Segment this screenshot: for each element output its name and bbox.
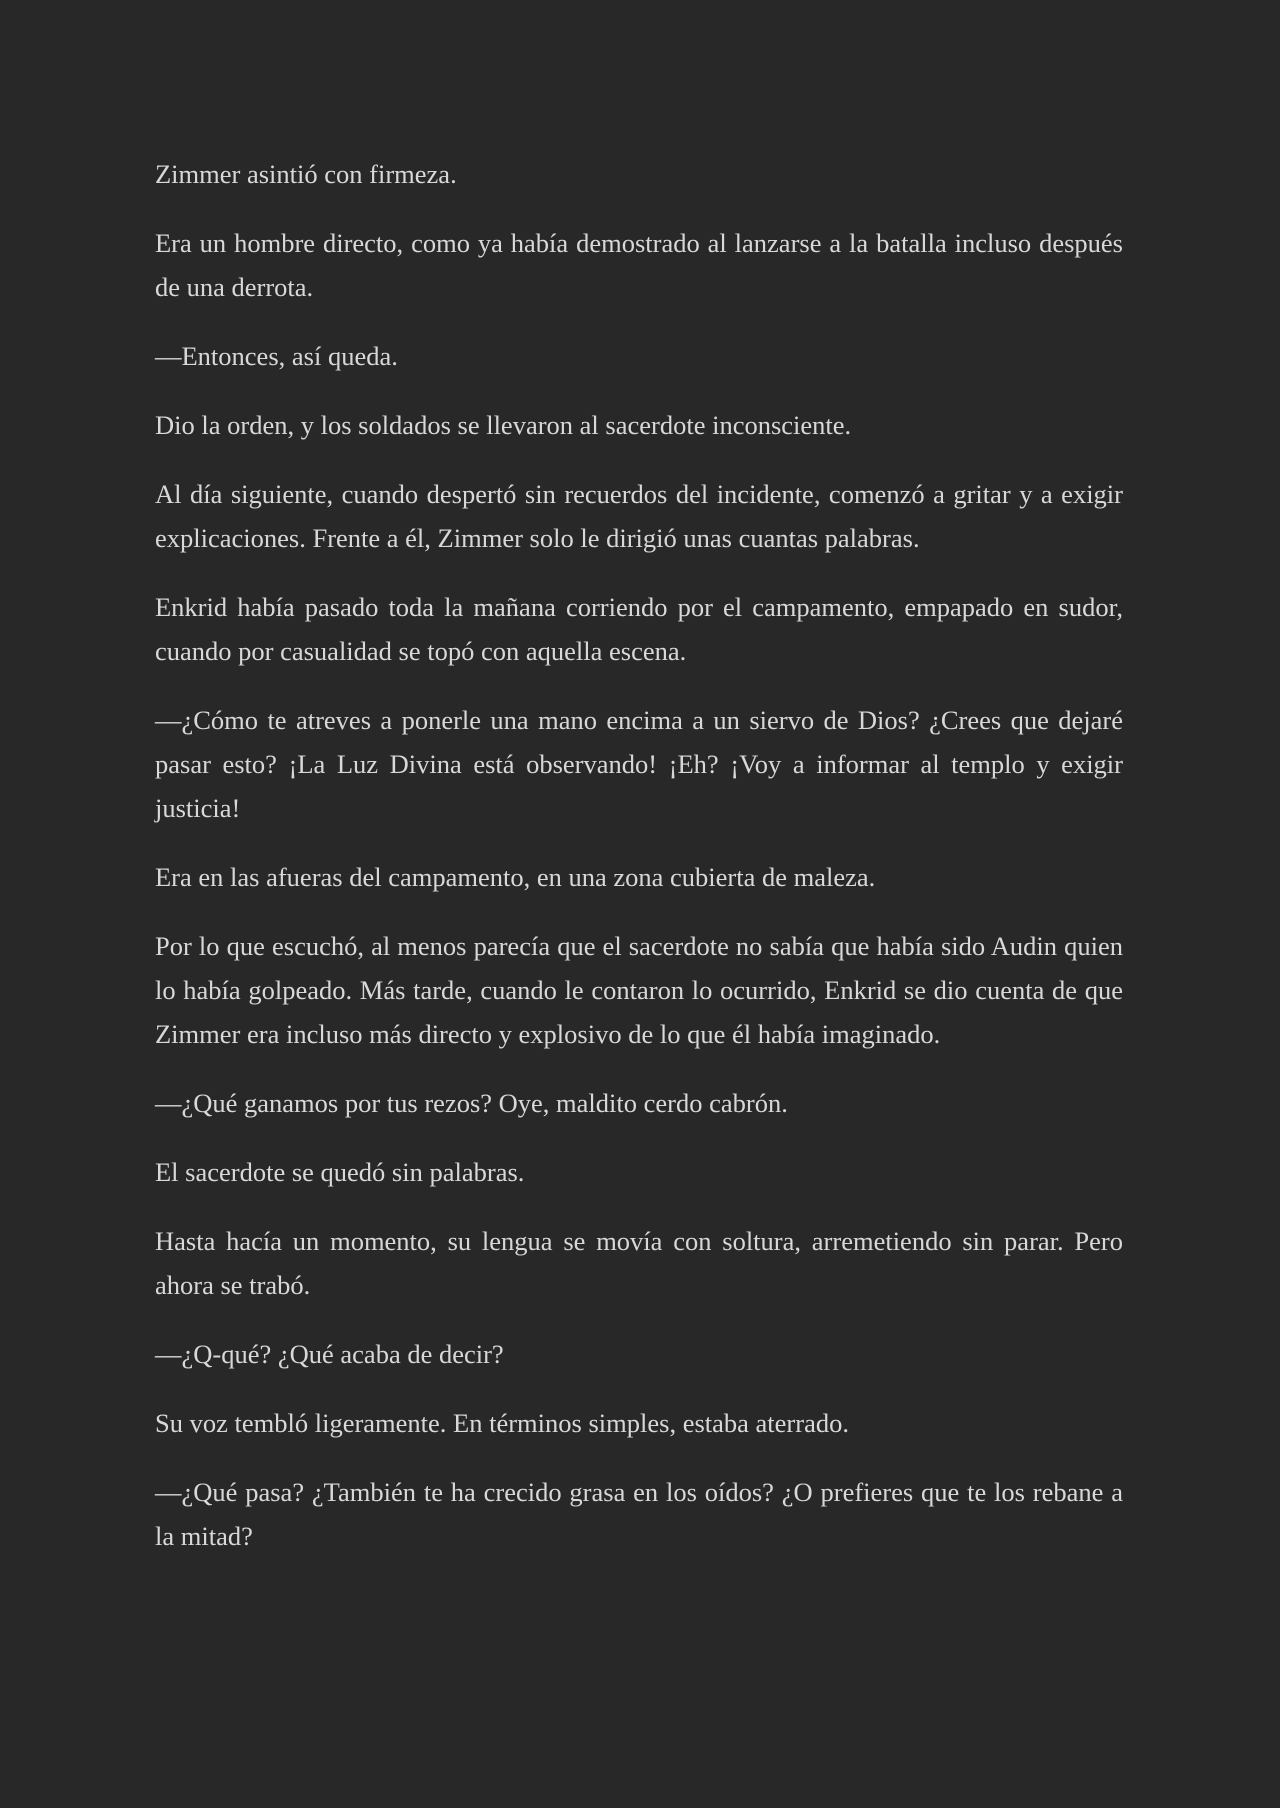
paragraph: —¿Qué ganamos por tus rezos? Oye, maldito cerdo cabrón. <box>155 1088 788 1118</box>
paragraph: Dio la orden, y los soldados se llevaron al sacerdote inconsciente. <box>155 410 852 440</box>
paragraph: El sacerdote se quedó sin palabras. <box>155 1157 525 1187</box>
paragraph: —Entonces, así queda. <box>155 341 398 371</box>
paragraph: Enkrid había pasado toda la mañana corriendo por el campamento, empapado en sudor, cuando por casualidad se topó con aquella escena. <box>155 592 1123 666</box>
paragraph: Al día siguiente, cuando despertó sin recuerdos del incidente, comenzó a gritar y a exigir explicaciones. Frente a él, Zimmer solo le dirigió unas cuantas palabras. <box>155 479 1123 553</box>
paragraph: Hasta hacía un momento, su lengua se movía con soltura, arremetiendo sin parar. Pero ahora se trabó. <box>155 1226 1123 1300</box>
paragraph: —¿Qué pasa? ¿También te ha crecido grasa en los oídos? ¿O prefieres que te los rebane a la mitad? <box>155 1477 1123 1551</box>
paragraph: —¿Cómo te atreves a ponerle una mano encima a un siervo de Dios? ¿Crees que dejaré pasar esto? ¡La Luz Divina está observando! ¡Eh? ¡Voy a informar al templo y exigir justicia! <box>155 705 1123 823</box>
paragraph: —¿Q-qué? ¿Qué acaba de decir? <box>155 1339 504 1369</box>
paragraph: Era un hombre directo, como ya había demostrado al lanzarse a la batalla incluso después de una derrota. <box>155 228 1123 302</box>
paragraph: Su voz tembló ligeramente. En términos simples, estaba aterrado. <box>155 1408 849 1438</box>
paragraph: Zimmer asintió con firmeza. <box>155 159 457 189</box>
paragraph: Por lo que escuchó, al menos parecía que el sacerdote no sabía que había sido Audin quien lo había golpeado. Más tarde, cuando le contaron lo ocurrido, Enkrid se dio cuenta de que Zimmer era incluso más directo y explosivo de lo que él había imaginado. <box>155 931 1123 1049</box>
paragraph: Era en las afueras del campamento, en una zona cubierta de maleza. <box>155 862 876 892</box>
chapter-text <box>155 152 1123 1558</box>
